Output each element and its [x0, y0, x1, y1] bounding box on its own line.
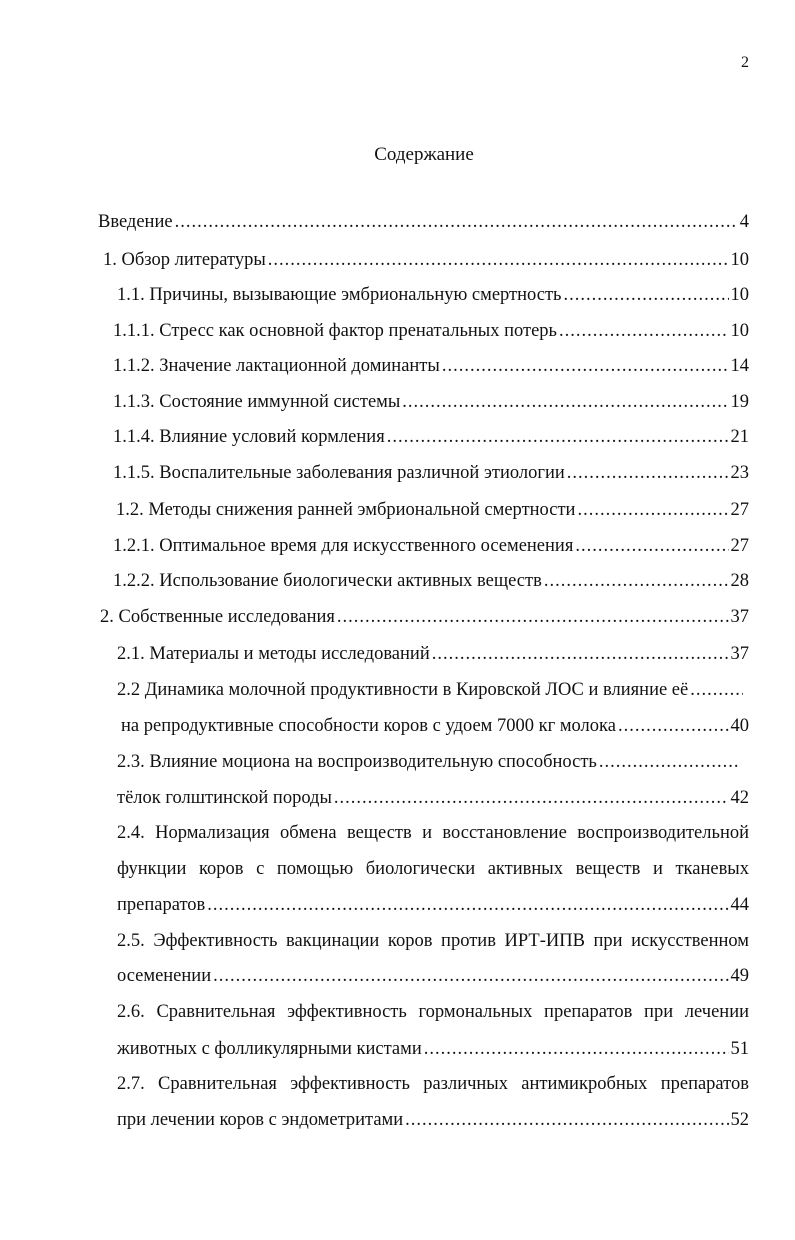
- toc-entry-page: 28: [730, 571, 749, 591]
- toc-entry-1-1: [117, 285, 749, 309]
- toc-entry-label: осеменении: [117, 966, 212, 986]
- toc-entry-page: 4: [739, 212, 749, 232]
- toc-entry-2-6-line2: [117, 1039, 749, 1063]
- toc-entry-2-1: [117, 644, 749, 668]
- dot-leader: [337, 607, 729, 628]
- toc-entry-label: 2.1. Материалы и методы исследований: [117, 644, 430, 664]
- dot-leader: [387, 427, 729, 448]
- toc-entry-label: на репродуктивные способности коров с удоем 7000 кг молока: [121, 716, 616, 736]
- toc-entry-label: 1.1. Причины, вызывающие эмбриональную смертность: [117, 285, 562, 305]
- toc-entry-page: 10: [730, 321, 749, 341]
- toc-entry-2-3-line1: [117, 752, 741, 776]
- dot-leader: [402, 392, 728, 413]
- toc-entry-label: препаратов: [117, 895, 206, 915]
- toc-entry-page: 27: [730, 500, 749, 520]
- toc-entry-label: 1.1.3. Состояние иммунной системы: [113, 392, 401, 412]
- toc-entry-label: 2. Собственные исследования: [100, 607, 335, 627]
- dot-leader: [442, 356, 729, 377]
- dot-leader: [424, 1039, 729, 1060]
- toc-entry-page: 19: [730, 392, 749, 412]
- dot-leader: [618, 716, 729, 737]
- dot-leader: [268, 250, 729, 271]
- dot-leader: [334, 788, 729, 809]
- toc-entry-page: 51: [730, 1039, 749, 1059]
- toc-entry-page: 14: [730, 356, 749, 376]
- toc-entry-1-1-4: [113, 427, 749, 451]
- toc-entry-2-5-line1: 2.5. Эффективность вакцинации коров против ИРТ-ИПВ при искусственном: [117, 931, 749, 951]
- toc-title: Содержание: [374, 144, 474, 165]
- toc-entry-label: 1.1.4. Влияние условий кормления: [113, 427, 385, 447]
- dot-leader: [599, 752, 739, 773]
- toc-entry-1-2-1: [113, 536, 749, 560]
- toc-entry-1-2: [116, 500, 749, 524]
- toc-entry-page: 49: [730, 966, 749, 986]
- toc-entry-1-1-3: [113, 392, 749, 416]
- toc-entry-label: 2.3. Влияние моциона на воспроизводительную способность: [117, 752, 597, 772]
- toc-entry-page: 37: [730, 644, 749, 664]
- toc-entry-page: 44: [730, 895, 749, 915]
- dot-leader: [563, 285, 728, 306]
- toc-entry-page: 42: [730, 788, 749, 808]
- toc-entry-1-1-2: [113, 356, 749, 380]
- toc-entry-label: животных с фолликулярными кистами: [117, 1039, 422, 1059]
- toc-entry-label: 1.2.2. Использование биологически активных веществ: [113, 571, 542, 591]
- toc-entry-intro: [98, 212, 749, 236]
- toc-entry-2-4-line3: [117, 895, 749, 919]
- toc-entry-label: 1.1.5. Воспалительные заболевания различной этиологии: [113, 463, 565, 483]
- toc-entry-2-4-line1: 2.4. Нормализация обмена веществ и восстановление воспроизводительной: [117, 823, 749, 843]
- toc-entry-page: 10: [730, 250, 749, 270]
- dot-leader: [559, 321, 729, 342]
- toc-entry-2-3-line2: [117, 788, 749, 812]
- toc-entry-2-5-line2: [117, 966, 749, 990]
- dot-leader: [544, 571, 729, 592]
- toc-entry-2-2-line1: [117, 680, 745, 704]
- dot-leader: [567, 463, 729, 484]
- toc-entry-page: 40: [730, 716, 749, 736]
- dot-leader: [207, 895, 728, 916]
- toc-entry-label: Введение: [98, 212, 173, 232]
- toc-entry-2-2-line2: [121, 716, 749, 740]
- toc-entry-page: 23: [730, 463, 749, 483]
- toc-entry-1-2-2: [113, 571, 749, 595]
- toc-entry-2-4-line2: функции коров с помощью биологически активных веществ и тканевых: [117, 859, 749, 879]
- toc-entry-page: 21: [730, 427, 749, 447]
- toc-entry-label: 2.2 Динамика молочной продуктивности в Кировской ЛОС и влияние её: [117, 680, 689, 700]
- toc-entry-2: [100, 607, 749, 631]
- toc-entry-label: 1.1.1. Стресс как основной фактор пренатальных потерь: [113, 321, 557, 341]
- dot-leader: [405, 1110, 728, 1131]
- toc-entry-1-1-5: [113, 463, 749, 487]
- toc-entry-page: 10: [730, 285, 749, 305]
- dot-leader: [175, 212, 738, 233]
- toc-entry-label: 1.1.2. Значение лактационной доминанты: [113, 356, 440, 376]
- toc-entry-label: 1.2.1. Оптимальное время для искусственного осеменения: [113, 536, 574, 556]
- dot-leader: [432, 644, 729, 665]
- page-number: 2: [741, 54, 749, 71]
- toc-entry-label: тёлок голштинской породы: [117, 788, 332, 808]
- toc-entry-page: 27: [730, 536, 749, 556]
- dot-leader: [577, 500, 728, 521]
- toc-entry-1-1-1: [113, 321, 749, 345]
- toc-entry-page: 37: [730, 607, 749, 627]
- toc-entry-page: 52: [730, 1110, 749, 1130]
- toc-entry-1: [103, 250, 749, 274]
- toc-entry-2-6-line1: 2.6. Сравнительная эффективность гормональных препаратов при лечении: [117, 1002, 749, 1022]
- dot-leader: [575, 536, 728, 557]
- dot-leader: [690, 680, 743, 701]
- toc-entry-label: 1.2. Методы снижения ранней эмбриональной смертности: [116, 500, 576, 520]
- toc-entry-2-7-line2: [117, 1110, 749, 1134]
- toc-entry-label: 1. Обзор литературы: [103, 250, 266, 270]
- toc-entry-label: при лечении коров с эндометритами: [117, 1110, 404, 1130]
- toc-entry-2-7-line1: 2.7. Сравнительная эффективность различных антимикробных препаратов: [117, 1074, 749, 1094]
- dot-leader: [213, 966, 728, 987]
